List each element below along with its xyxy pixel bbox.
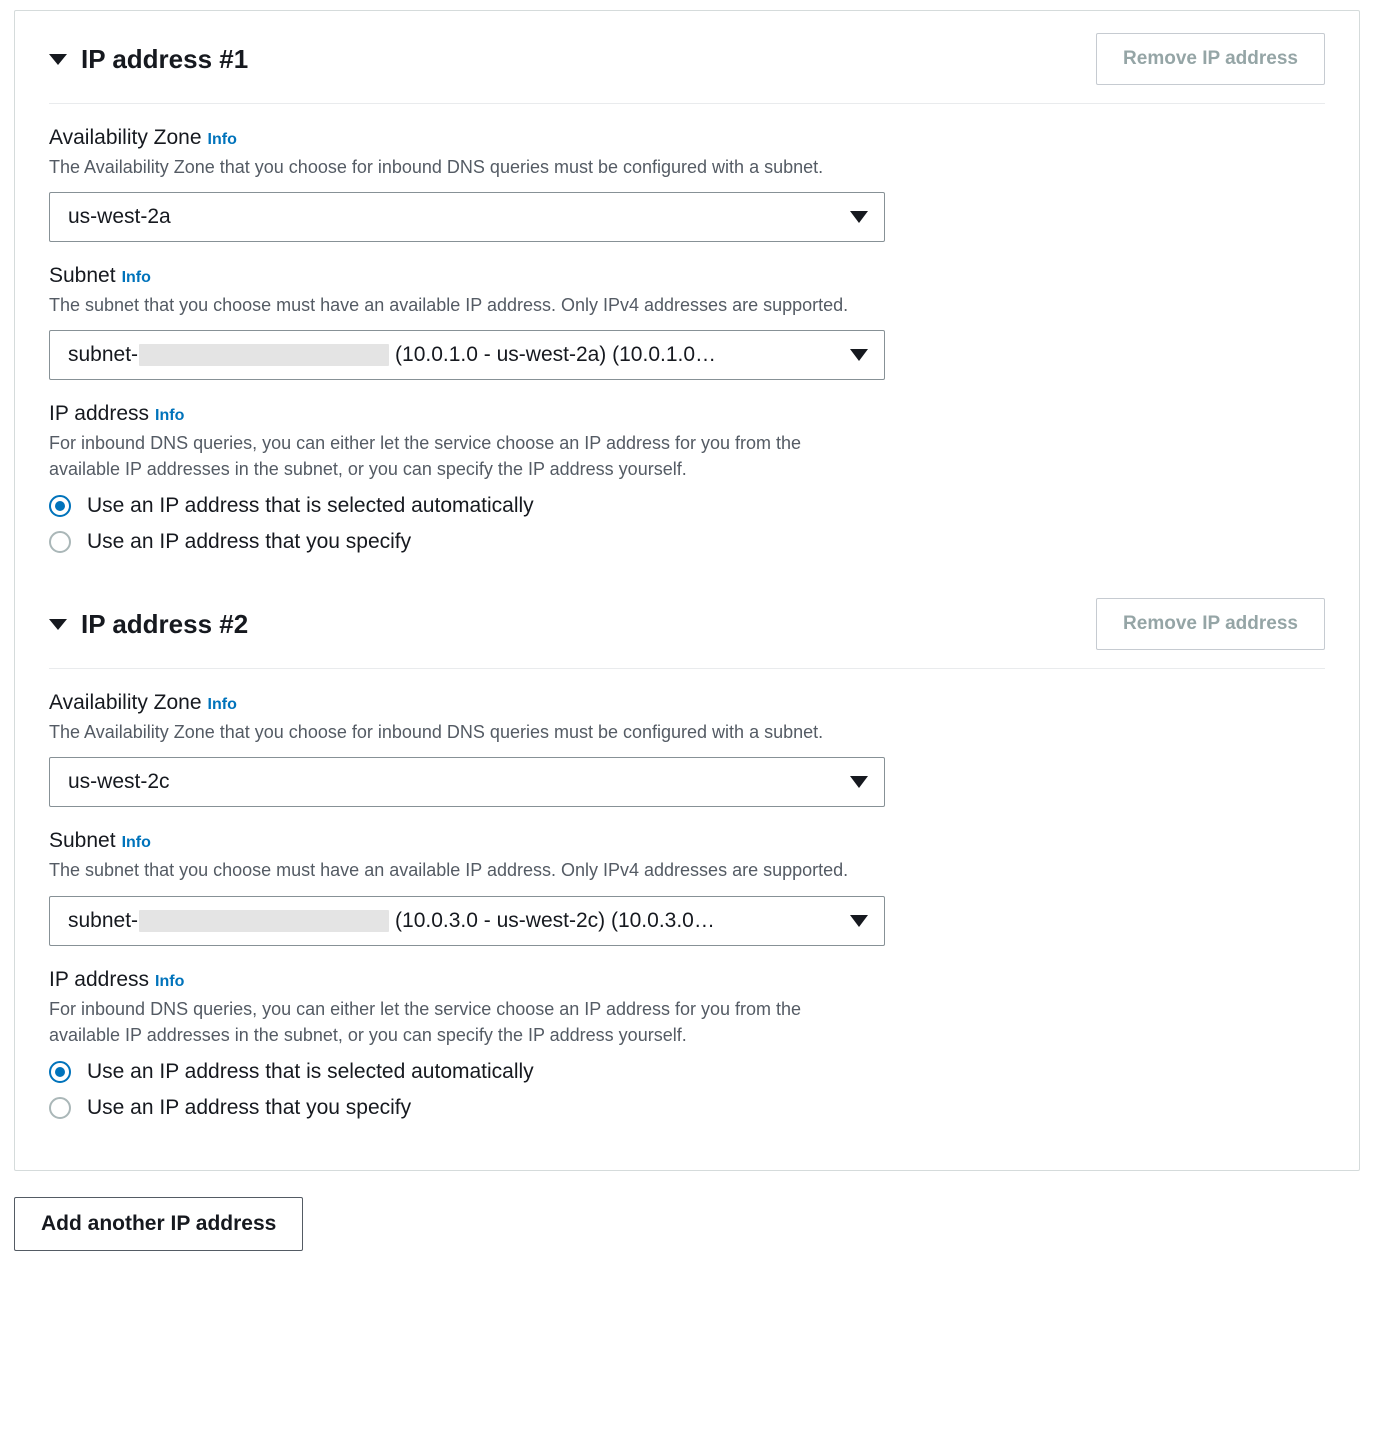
availability-zone-label xyxy=(49,691,1325,715)
availability-zone-label-text: Availability Zone xyxy=(49,691,202,715)
chevron-down-icon xyxy=(850,915,868,927)
ip-address-option-specify-2[interactable] xyxy=(49,1096,1325,1120)
section-title-wrap-2 xyxy=(49,609,248,640)
availability-zone-value: us-west-2c xyxy=(68,770,170,794)
info-link[interactable]: Info xyxy=(207,131,237,148)
redacted-subnet-id xyxy=(139,344,389,366)
ip-address-field-1 xyxy=(49,402,1325,554)
info-link[interactable]: Info xyxy=(121,834,151,852)
availability-zone-select-2[interactable] xyxy=(49,757,885,807)
availability-zone-label-text: Availability Zone xyxy=(49,126,202,149)
subnet-value xyxy=(68,909,715,933)
ip-address-option-label: Use an IP address that you specify xyxy=(87,530,412,554)
ip-address-description: For inbound DNS queries, you can either let the service choose an IP address for you from the available IP addresses in the subnet, or you can specify the IP address yourself. xyxy=(49,433,802,480)
subnet-label xyxy=(49,264,1325,288)
subnet-label xyxy=(49,829,1325,853)
ip-address-configuration-page xyxy=(0,10,1374,1271)
availability-zone-description: The Availability Zone that you choose for inbound DNS queries must be configured with a subnet. xyxy=(49,157,824,177)
ip-address-section-2 xyxy=(15,576,1359,1119)
section-title: IP address #1 xyxy=(81,43,249,74)
ip-addresses-panel xyxy=(14,10,1360,1171)
availability-zone-value: us-west-2a xyxy=(68,205,171,229)
subnet-value-suffix: (10.0.3.0 - us-west-2c) (10.0.3.0… xyxy=(395,908,715,932)
info-link[interactable]: Info xyxy=(121,269,151,287)
subnet-value xyxy=(68,343,716,367)
ip-address-label-text: IP address xyxy=(49,967,150,991)
ip-address-section-1 xyxy=(15,11,1359,554)
remove-ip-address-button-1[interactable]: Remove IP address xyxy=(1096,33,1325,85)
ip-address-field-2 xyxy=(49,968,1325,1120)
radio-icon[interactable] xyxy=(49,1061,71,1083)
subnet-label-text: Subnet xyxy=(49,264,116,288)
ip-address-option-label: Use an IP address that is selected automatically xyxy=(87,494,534,518)
subnet-label-text: Subnet xyxy=(49,829,116,853)
subnet-description: The subnet that you choose must have an available IP address. Only IPv4 addresses are supported. xyxy=(49,295,849,316)
ip-address-label xyxy=(49,402,1325,426)
subnet-value-prefix: subnet- xyxy=(68,908,139,932)
availability-zone-label xyxy=(49,126,1325,150)
subnet-select-1[interactable] xyxy=(49,330,885,380)
info-link[interactable]: Info xyxy=(155,407,185,425)
chevron-down-icon[interactable] xyxy=(49,619,67,630)
section-body-2 xyxy=(15,669,1359,1119)
chevron-down-icon xyxy=(850,776,868,788)
ip-address-option-specify-1[interactable] xyxy=(49,530,1325,554)
info-link[interactable]: Info xyxy=(207,696,237,714)
chevron-down-icon xyxy=(850,211,868,223)
ip-address-label xyxy=(49,968,1325,992)
section-title: IP address #2 xyxy=(81,608,249,639)
subnet-value-prefix: subnet- xyxy=(68,343,139,367)
radio-icon[interactable] xyxy=(49,1097,71,1119)
remove-ip-address-button-2[interactable]: Remove IP address xyxy=(1096,598,1325,650)
section-header-2 xyxy=(49,576,1325,669)
subnet-select-2[interactable] xyxy=(49,896,885,946)
availability-zone-select-1[interactable] xyxy=(49,192,885,242)
availability-zone-field-2 xyxy=(49,691,1325,807)
section-header-1 xyxy=(49,11,1325,104)
ip-address-option-label: Use an IP address that is selected automatically xyxy=(87,1059,534,1083)
ip-address-option-automatic-1[interactable] xyxy=(49,494,1325,518)
subnet-field-1 xyxy=(49,264,1325,380)
subnet-value-suffix: (10.0.1.0 - us-west-2a) (10.0.1.0… xyxy=(395,343,717,367)
radio-icon[interactable] xyxy=(49,531,71,553)
section-body-1 xyxy=(15,104,1359,554)
info-link[interactable]: Info xyxy=(155,972,185,990)
ip-address-option-label: Use an IP address that you specify xyxy=(87,1095,412,1119)
availability-zone-field-1 xyxy=(49,126,1325,242)
subnet-description: The subnet that you choose must have an available IP address. Only IPv4 addresses are supported. xyxy=(49,860,849,881)
ip-address-option-automatic-2[interactable] xyxy=(49,1060,1325,1084)
ip-address-description: For inbound DNS queries, you can either let the service choose an IP address for you from the available IP addresses in the subnet, or you can specify the IP address yourself. xyxy=(49,998,802,1045)
section-title-wrap-1 xyxy=(49,44,248,75)
subnet-field-2 xyxy=(49,829,1325,945)
availability-zone-description: The Availability Zone that you choose for inbound DNS queries must be configured with a subnet. xyxy=(49,722,824,743)
ip-address-label-text: IP address xyxy=(49,402,150,426)
chevron-down-icon xyxy=(850,349,868,361)
add-another-ip-address-button[interactable]: Add another IP address xyxy=(14,1197,303,1251)
chevron-down-icon[interactable] xyxy=(49,54,67,65)
redacted-subnet-id xyxy=(139,910,389,932)
radio-icon[interactable] xyxy=(49,495,71,517)
